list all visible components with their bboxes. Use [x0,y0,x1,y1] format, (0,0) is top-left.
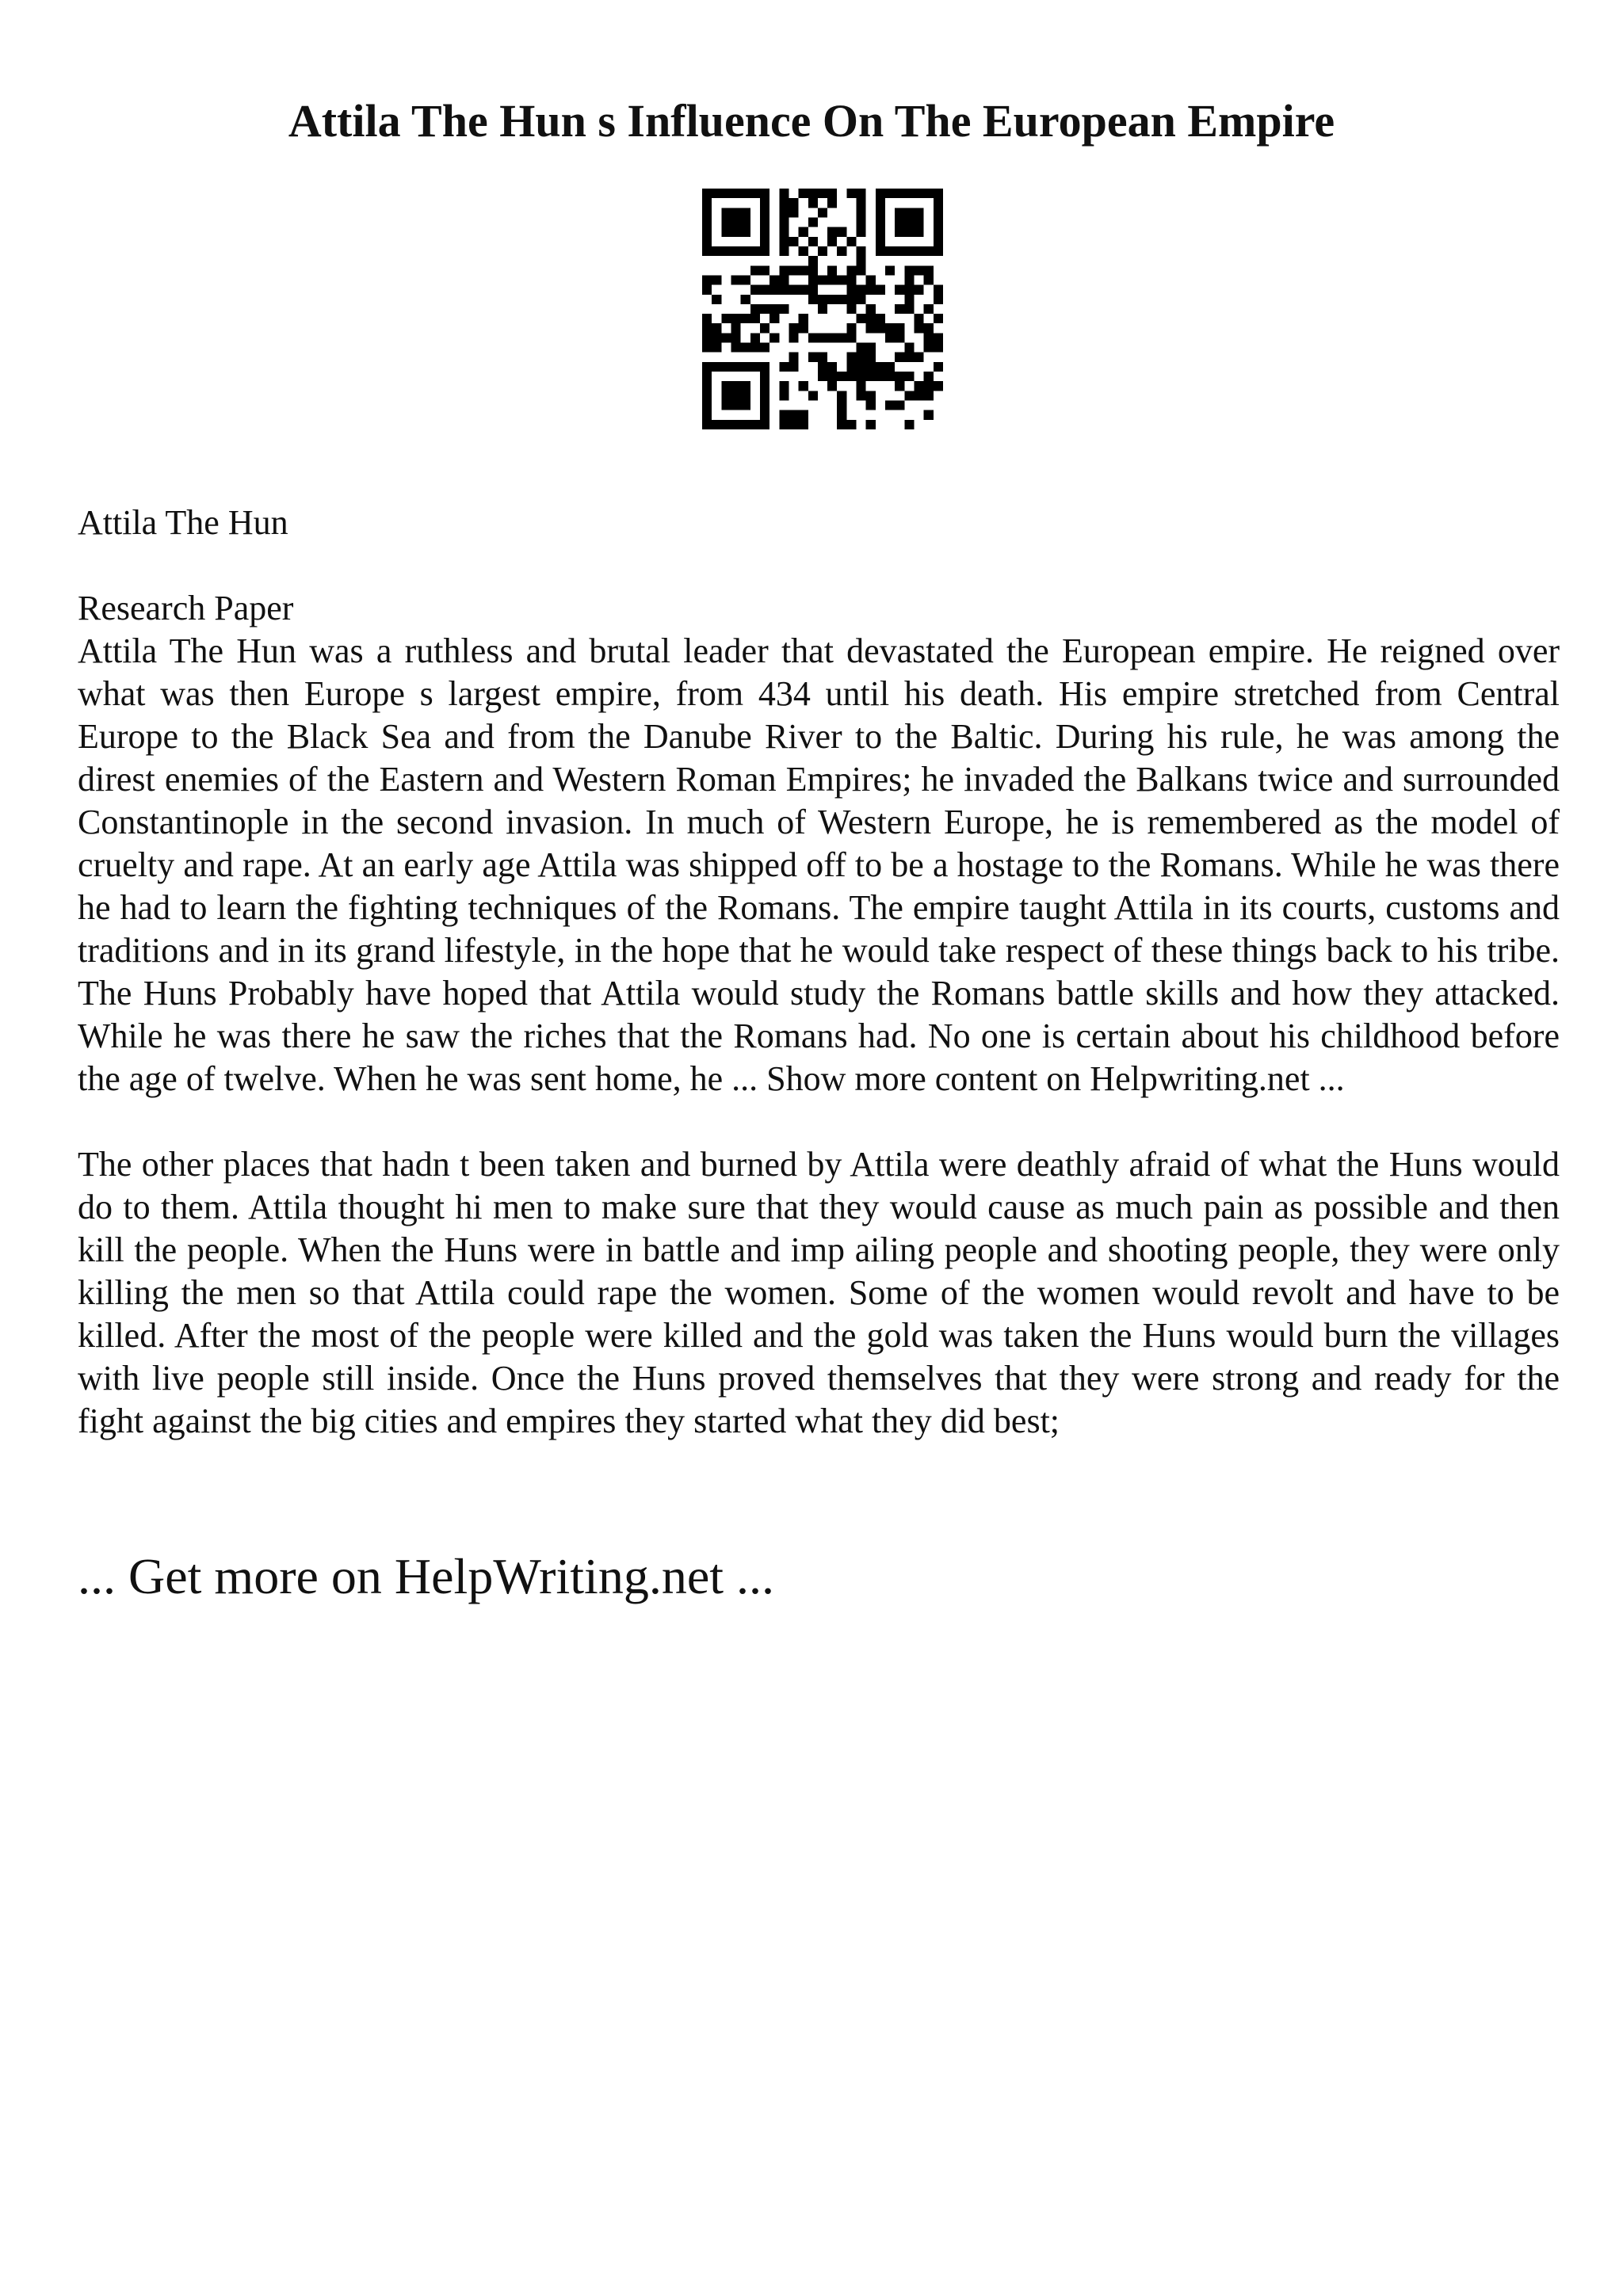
qr-module [924,333,934,342]
qr-module [857,285,866,295]
qr-module [904,343,914,353]
qr-module [934,343,943,353]
qr-module [876,314,885,323]
qr-module [789,208,798,217]
qr-module [837,372,846,381]
qr-module [818,304,827,314]
qr-module [789,285,798,295]
qr-module [799,227,808,237]
qr-module [924,391,934,400]
qr-module [846,372,856,381]
qr-module [808,353,818,362]
qr-module [904,295,914,304]
qr-module [857,208,866,217]
qr-module [827,198,837,208]
qr-module [866,275,876,284]
qr-module [789,353,798,362]
qr-module [750,304,760,314]
qr-module [904,420,914,429]
qr-module [846,304,856,314]
qr-module [702,333,712,342]
qr-module [857,362,866,372]
qr-module [760,304,769,314]
qr-module [866,343,876,353]
qr-module [779,304,789,314]
qr-module [808,198,818,208]
qr-module [866,285,876,295]
qr-module [885,323,895,333]
qr-module [779,189,789,198]
qr-module [789,420,798,429]
qr-module [779,217,789,227]
qr-module [866,391,876,400]
qr-module [808,275,818,284]
qr-module [885,265,895,275]
qr-module [866,401,876,410]
qr-module [846,323,856,333]
qr-module [915,381,924,391]
qr-module [750,343,760,353]
qr-finder-core [721,381,750,410]
qr-module [818,275,827,284]
qr-module [789,237,798,246]
qr-module [702,285,712,295]
qr-module [904,353,914,362]
qr-module [760,265,769,275]
qr-module [750,314,760,323]
qr-module [895,401,904,410]
qr-module [866,314,876,323]
qr-module [731,275,740,284]
qr-module [876,285,885,295]
qr-module [818,353,827,362]
qr-module [934,381,943,391]
qr-module [750,265,760,275]
body-paragraph-1: Attila The Hun was a ruthless and brutal leader that devastated the European empire. He reigned over what was then Europe s largest empire, from 434 until his death. His empire stretched from Central Europe to the Black Sea and from the Danube River to the Baltic. During his rule, he was among the direst enemies of the Eastern and Western Roman Empires; he invaded the Balkans twice and surrounded Constantinople in the second invasion. In much of Western Europe, he is remembered as the model of cruelty and rape. At an early age Attila was shipped off to be a hostage to the Romans. While he was there he had to learn the fighting techniques of the Romans. The empire taught Attila in its courts, customs and traditions and in its grand lifestyle, in the hope that he would take respect of these things back to his tribe. The Huns Probably have hoped that Attila would study the Romans battle skills and how they attacked. While he was there he saw the riches that the Romans had. No one is certain about his childhood before the age of twelve. When he was sent home, he ... Show more content on Helpwriting.net ... [78,631,1560,1098]
qr-module [827,333,837,342]
qr-module [731,333,740,342]
qr-module [827,265,837,275]
qr-module [846,420,856,429]
qr-module [915,285,924,295]
qr-module [779,391,789,400]
qr-module [915,265,924,275]
qr-module [934,314,943,323]
qr-module [904,372,914,381]
qr-module [924,372,934,381]
qr-module [857,381,866,391]
qr-module [779,410,789,420]
qr-module [885,401,895,410]
qr-module [846,353,856,362]
qr-module [857,198,866,208]
qr-module [721,333,731,342]
qr-module [769,333,779,342]
qr-module [827,227,837,237]
qr-module [846,295,856,304]
qr-module [789,198,798,208]
qr-module [808,285,818,295]
qr-module [837,391,846,400]
qr-module [837,227,846,237]
qr-module [818,362,827,372]
qr-module [866,362,876,372]
qr-module [808,237,818,246]
qr-code-graphic [702,189,943,429]
qr-module [827,295,837,304]
qr-module [827,237,837,246]
qr-module [779,198,789,208]
qr-module [876,362,885,372]
qr-module [760,343,769,353]
qr-module [827,381,837,391]
qr-module [712,323,721,333]
qr-module [818,333,827,342]
qr-module [760,323,769,333]
qr-module [857,372,866,381]
qr-module [712,333,721,342]
qr-module [760,285,769,295]
qr-module [789,265,798,275]
qr-module [885,372,895,381]
qr-module [846,362,856,372]
qr-module [741,275,750,284]
qr-module [808,217,818,227]
qr-module [915,391,924,400]
qr-module [702,323,712,333]
qr-module [779,227,789,237]
qr-module [789,410,798,420]
qr-module [779,246,789,256]
qr-module [895,333,904,342]
qr-module [876,372,885,381]
qr-finder-core [721,208,750,236]
qr-module [799,381,808,391]
qr-module [769,275,779,284]
page-title: Attila The Hun s Influence On The European Empire [288,95,1335,147]
qr-module [779,381,789,391]
qr-module [799,410,808,420]
qr-module [750,285,760,295]
qr-module [857,295,866,304]
qr-module [818,246,827,256]
qr-module [846,265,856,275]
qr-module [857,353,866,362]
qr-module [827,275,837,284]
qr-module [750,333,760,342]
qr-module [799,265,808,275]
qr-module [779,420,789,429]
qr-module [904,391,914,400]
qr-module [741,314,750,323]
qr-module [827,189,837,198]
qr-module [924,275,934,284]
qr-module [846,237,856,246]
qr-module [799,285,808,295]
qr-module [846,189,856,198]
qr-module [808,265,818,275]
qr-module [904,265,914,275]
qr-module [904,285,914,295]
qr-finder-core [895,208,923,236]
qr-module [837,420,846,429]
qr-module [769,314,779,323]
qr-module [789,323,798,333]
qr-module [702,275,712,284]
qr-module [808,391,818,400]
qr-module [915,314,924,323]
qr-module [799,314,808,323]
qr-module [818,189,827,198]
qr-module [779,265,789,275]
qr-module [885,362,895,372]
qr-module [876,323,885,333]
qr-module [712,343,721,353]
qr-module [915,323,924,333]
qr-module [702,314,712,323]
qr-module [827,372,837,381]
qr-module [885,333,895,342]
qr-module [924,381,934,391]
qr-module [866,323,876,333]
qr-module [857,189,866,198]
qr-module [895,353,904,362]
qr-module [818,372,827,381]
qr-module [721,314,731,323]
qr-module [779,275,789,284]
qr-module [846,333,856,342]
qr-module [924,323,934,333]
qr-module [904,304,914,314]
qr-module [837,333,846,342]
qr-module [866,372,876,381]
qr-module [769,285,779,295]
qr-module [799,189,808,198]
qr-module [866,304,876,314]
qr-module [895,304,904,314]
qr-module [741,295,750,304]
qr-module [857,265,866,275]
qr-module [866,420,876,429]
qr-module [818,208,827,217]
qr-module [857,246,866,256]
qr-module [837,275,846,284]
qr-code-icon[interactable] [702,189,943,429]
qr-module [702,343,712,353]
qr-module [895,285,904,295]
qr-module [895,381,904,391]
qr-module [837,410,846,420]
qr-module [799,420,808,429]
qr-module [857,391,866,400]
qr-module [904,275,914,284]
qr-module [779,237,789,246]
qr-module [857,314,866,323]
qr-module [857,256,866,265]
qr-module [857,217,866,227]
qr-module [827,362,837,372]
qr-module [789,362,798,372]
qr-module [769,304,779,314]
qr-module [837,295,846,304]
qr-module [779,208,789,217]
qr-module [808,256,818,265]
qr-module [934,295,943,304]
document-heading: Attila The Hun [78,503,288,542]
qr-module [924,304,934,314]
qr-module [924,343,934,353]
qr-module [895,323,904,333]
get-more-link[interactable]: ... Get more on HelpWriting.net ... [78,1548,774,1604]
qr-module [712,295,721,304]
qr-module [779,362,789,372]
qr-module [808,333,818,342]
qr-module [731,323,740,333]
qr-module [846,285,856,295]
qr-module [808,295,818,304]
qr-module [712,275,721,284]
qr-module [934,285,943,295]
qr-module [924,410,934,420]
qr-module [895,372,904,381]
qr-module [731,314,740,323]
qr-module [799,246,808,256]
qr-module [857,343,866,353]
qr-module [731,343,740,353]
qr-module [934,333,943,342]
qr-module [866,353,876,362]
qr-module [846,275,856,284]
qr-module [789,333,798,342]
qr-module [818,295,827,304]
qr-module [799,323,808,333]
qr-module [808,189,818,198]
document-subheading: Research Paper [78,589,294,627]
qr-module [779,285,789,295]
qr-module [915,353,924,362]
qr-module [837,401,846,410]
qr-module [857,227,866,237]
qr-module [934,362,943,372]
qr-module [837,246,846,256]
qr-module [741,343,750,353]
qr-module [924,265,934,275]
body-paragraph-2: The other places that hadn t been taken and burned by Attila were deathly afraid of what the Huns would do to them. Attila thought hi men to make sure that they would cause as much pain as possible and then kill the people. When the Huns were in battle and imp ailing people and shooting people, they were only killing the men so that Attila could rape the women. Some of the women would revolt and have to be killed. After the most of the people were killed and the gold was taken the Huns would burn the villages with live people still inside. Once the Huns proved themselves that they were strong and ready for the fight against the big cities and empires they started what they did best; [78,1145,1560,1440]
